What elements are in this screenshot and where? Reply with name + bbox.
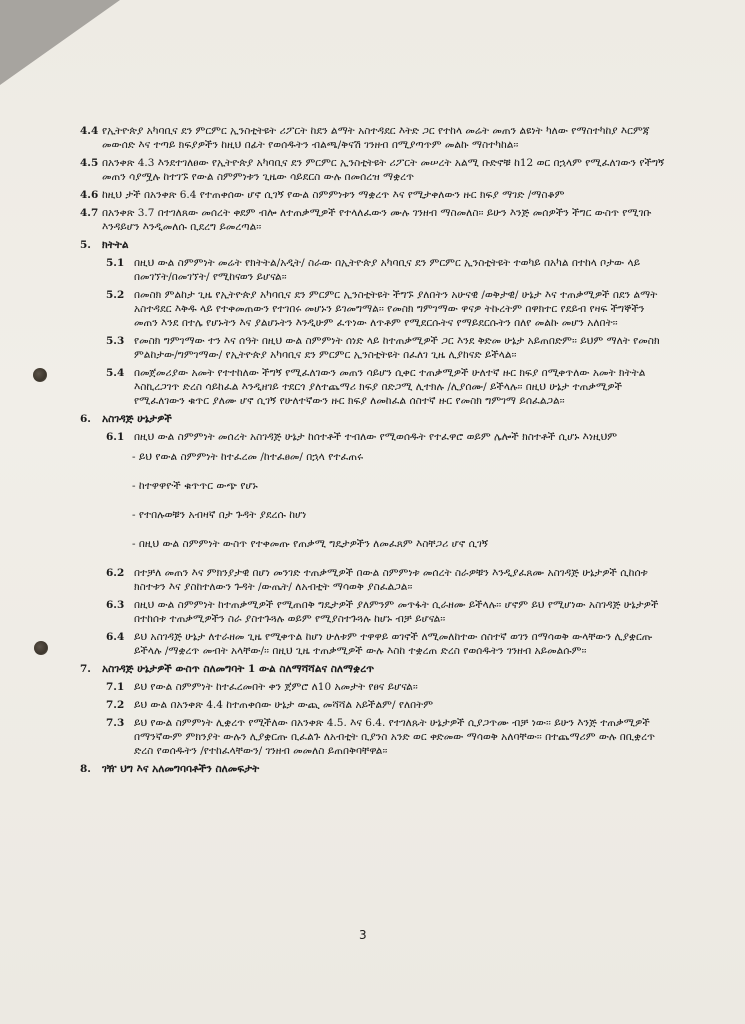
- clause-number: 5.: [80, 239, 91, 251]
- clause-text: ከዚህ ታች በአንቀጽ 6.4 የተጠቀሰው ሆኖ ሲገኝ የውል ስምምነቱን ማቋረጥ እና የሚታቀለውን ዙር ክፍያ ማገድ /ማስቆም: [102, 189, 565, 201]
- clause: [80, 124, 665, 152]
- clause-text: አስገዳጅ ሁኔታዎች ውስጥ ስለመግባት 1 ውል ስለማሻሻልና ስለማቋረጥ: [102, 663, 375, 675]
- page-number: 3: [359, 928, 367, 942]
- section-list-1: [80, 124, 665, 444]
- clause: [80, 598, 665, 626]
- clause: [80, 716, 665, 758]
- clause-number: 6.1: [106, 431, 125, 443]
- clause-number: 5.1: [106, 257, 125, 269]
- punch-hole-top: [33, 368, 47, 382]
- clause-number: 5.4: [106, 367, 125, 379]
- clause-text: በአንቀጽ 3.7 በተገለጸው መሰረት ቀደም ብሎ ለተጠቃሚዎች የተላለፈውን ሙሉ ገንዘብ ማስመለስ፡፡ ይሁን እንጅ መሰዎችን ችግር ውስጥ የሚገቡ እንዳይሆን እንዲመለሱ ቢደረግ ይመረጣል፡፡: [102, 207, 652, 233]
- bullet-item: - ከተዋዋዮች ቁጥጥር ውጭ የሆኑ: [132, 480, 258, 492]
- clause-text: አስገዳጅ ሁኔታዎች: [102, 413, 172, 425]
- clause: [80, 630, 665, 658]
- clause-text: በዚህ ውል ስምምነት ከተጠቃሚዎች የሚጠበቅ ግዴታዎች ያለምንም መጥፋት ሲራዘሙ ይችላሉ፡፡ ሆኖም ይህ የሚሆነው አስገዳጅ ሁኔታዎች በተከሰቱ ተጠቃሚዎችን ስራ ያስተጉጓሉ ወይም የሚያስተጉጓሉ ከሆኑ ብቻ ይሆናል፡፡: [134, 599, 659, 625]
- clause-text: የመስክ ግምገማው ተን እና ሰዓት በዚህ ውል ስምምነት ሰነድ ላይ ከተጠቃሚዎች ጋር እንደ ቅድመ ሁኔታ አይጠበድም፡፡ ይህም ማለት የመስክ ምልከታው/ግምገማው/ የኢትዮጵያ አካባቢና ደን ምርምር ኢንስቲትዩት በፈለገ ጊዜ ሊያከናድ ይችላል፡፡: [134, 335, 660, 361]
- clause-number: 4.5: [80, 157, 99, 169]
- clause-number: 7.1: [106, 681, 125, 693]
- section-heading: [80, 238, 665, 252]
- clause-text: በመስክ ምልከታ ጊዜ የኢትዮጵያ አካባቢና ደን ምርምር ኢንስቲትዩት ችግኙ ያለበትን አሁናዊ /ወቅታዊ/ ሁኔታ እና ተጠቃሚዎች በደን ልማት አስተዳደር እቅዱ ላይ የተቀመጠውን የተገበሩ መሆኑን ይገመግማል፡፡ የመስክ ግምገማው ዋናዎ ትኩረትም በዋክተር የደይብ የዛፍ ችግኞችን መጠን እንደ በተሌ የሆኑትን እና ያልሆኑትን እንዲሁም ፈጥነው ለጥቶም የሚደርሱትና የማይደርሱትን በለየ መልኩ መሆን አለበት፡፡: [134, 289, 658, 329]
- clause-number: 4.7: [80, 207, 99, 219]
- clause-text: ይህ ውል በአንቀጽ 4.4 ከተጠቀሰው ሁኔታ ውጪ መሻሻል አይችልም/ የለበትም: [134, 699, 434, 711]
- punch-hole-bottom: [34, 641, 48, 655]
- clause: [80, 188, 665, 202]
- clause-text: ገዥ ህግ እና አለመግባባቶችን ስለመፍታት: [102, 763, 260, 775]
- folded-corner: [0, 0, 120, 85]
- force-majeure-bullets: [80, 450, 665, 551]
- section-heading: [80, 762, 665, 776]
- clause: [80, 430, 665, 444]
- clause-number: 7.3: [106, 717, 125, 729]
- clause-number: 6.4: [106, 631, 125, 643]
- section-list-2: [80, 566, 665, 776]
- clause-number: 6.: [80, 413, 91, 425]
- clause-number: 7.2: [106, 699, 125, 711]
- clause-number: 6.3: [106, 599, 125, 611]
- section-heading: [80, 412, 665, 426]
- clause: [80, 680, 665, 694]
- clause-number: 7.: [80, 663, 91, 675]
- clause: [80, 334, 665, 362]
- clause-number: 4.6: [80, 189, 99, 201]
- document-body: [80, 124, 665, 780]
- clause: [80, 366, 665, 408]
- clause-text: በመጀመሪያው አመት የተተከለው ችግኝ የሚፈለገውን መጠን ሳይሆን ሲቀር ተጠቃሚዎች ሁለተኛ ዙር ክፍያ በሚቀጥለው አመት ክትትል እስኪረጋገጥ ድረስ ሳይከፈል እንዲዘገይ ተደርጎ ያለተጨማሪ ክፍያ በድጋሚ ሊተክሉ /ሊያሰሙ/ ይችላሉ፡፡ በዚህ ሁኔታ ተጠቃሚዎች የሚፈለገውን ቁጥር ያለሙ ሆኖ ሲገኝ የሁለተኛውን ዙር ክፍያ ለመከፈል ሰስተኛ ዙር የመስክ ግምገማ ይሰፈልጋል፡፡: [134, 367, 646, 407]
- clause-text: ክትትል: [102, 239, 129, 251]
- clause-text: በዚህ ውል ስምምነት መሰረት አስገዳጅ ሁኔታ ከሰተቶች ተብለው የሚወሰዱት የተፈዋሮ ወይም ሌሎች ክስተቶች ሲሆኑ እነዚህም: [134, 431, 618, 443]
- clause: [80, 566, 665, 594]
- bullet-item: - በዚህ ውል ስምምነት ውስጥ የተቀመጡ የጠቃሚ ግዴታዎችን ለመፈጸም እስቸጋሪ ሆኖ ሲገኝ: [132, 538, 489, 550]
- clause: [80, 698, 665, 712]
- clause: [80, 156, 665, 184]
- clause-text: ይህ አስገዳጅ ሁኔታ ለተራዘመ ጊዜ የሚቀጥል ከሆነ ሁለቱም ተዋዋይ ወገኖች ለሚመለከተው ሰስተኛ ወገን በማሳወቅ ውላቸውን ሊያቋርጡ ይችላሉ /ማቋረጥ መብት አላቸው/፡፡ በዚህ ጊዜ ተጠቃሚዎች ውሉ እስከ ተቋረጠ ድረስ የወሰዱትን ገንዘብ አይመልሱም፡፡: [134, 631, 653, 657]
- clause-number: 8.: [80, 763, 91, 775]
- clause: [80, 206, 665, 234]
- section-heading: [80, 662, 665, 676]
- clause-number: 5.3: [106, 335, 125, 347]
- clause-number: 6.2: [106, 567, 125, 579]
- bullet-item: - ይህ የውል ስምምነት ከተፈረመ /ከተፈፀመ/ በኋላ የተፈጠሩ: [132, 451, 364, 463]
- clause-text: በዚህ ውል ስምምነት መሬት የክትትል/አዲት/ ስራው በኢትዮጵያ አካባቢና ደን ምርምር ኢንስቲትዩት ተወካይ በአካል በተከላ ቦታው ላይ በመገኘት/በመገኘት/ የሚከናወን ይሆናል፡፡: [134, 257, 641, 283]
- clause-text: ይህ የውል ስምምነት ከተፈረመበት ቀን ጀምሮ ለ10 አመታት የፀና ይሆናል፡፡: [134, 681, 418, 693]
- clause-number: 4.4: [80, 125, 99, 137]
- bullet-item: - የተበሉወቹን አብዛኛ በታ ጉዳት ያደረሱ ከሆነ: [132, 509, 307, 521]
- clause-text: የኢትዮጵያ አካባቢና ደን ምርምር ኢንስቲትዩት ሪፖርት ከደን ልማት አስተዳደር እትድ ጋር የተከላ መሬት መጠን ልዩነት ካለው የማስተካከያ እርምጃ መውሰድ እና ተጣይ ክፍያዎችን ከዚህ በፊት የወሰዱትን ብልጫ/ቅናሽ ገንዘብ በሚያጣጥም መልኩ ማስተካከል፡፡: [102, 125, 650, 151]
- clause-text: በአንቀጽ 4.3 እንደተገለፀው የኢትዮጵያ አካባቢና ደን ምርምር ኢንስቲትዩት ሪፖርት መሠረት አልሚ ቡድኖቹ ከ12 ወር በኋላም የሚፈለገውን የችግኝ መጠን ሳያሟሉ ከተገኙ የውል ስምምነቱን ጊዜው ሳይደርስ ውሉ በመሰረዝ ማቋረጥ: [102, 157, 665, 183]
- clause-number: 5.2: [106, 289, 125, 301]
- clause: [80, 256, 665, 284]
- clause-text: በተቻለ መጠን እና ምክንያታዊ በሆነ መንገድ ተጠቃሚዎች በውል ስምምነቱ መሰረት ስራዎቹን እንዲያፈጸሙ አስገዳጅ ሁኔታዎች ሲከሰቱ ክስተቱን እና ያስከተለውን ጉዳት /ውጤት/ ለአብቲት ማሳወቅ ያስፈልጋል፡፡: [134, 567, 648, 593]
- clause-text: ይህ የውል ስምምነት ሊቋረጥ የሚችለው በአንቀጽ 4.5. እና 6.4. የተገለጹት ሁኔታዎች ሲያጋጥሙ ብቻ ነው፡፡ ይሁን እንጅ ተጠቃሚዎች በማንኛውም ምክንያት ውሉን ሊያቋርጡ ቢፈልጉ ለአብቲት ቢያንስ አንድ ወር ቀድመው ማሳወቅ አለባቸው፡፡ በተጨማሪም ውሉ በቢቋረጥ ድረስ የወሰዱትን /የተከፈላቸውን/ ገንዘብ መመለስ ይጠበቅባቸዋል፡፡: [134, 717, 655, 757]
- clause: [80, 288, 665, 330]
